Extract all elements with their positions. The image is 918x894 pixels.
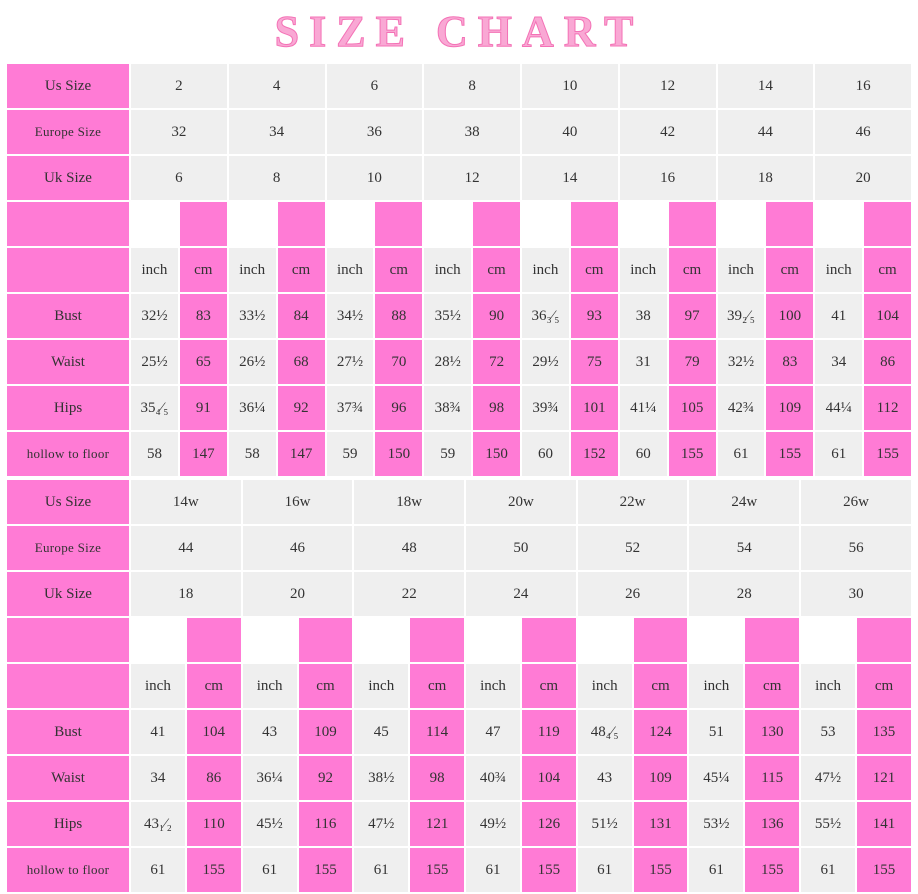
- unit-cell: cm: [765, 247, 814, 293]
- spacer-cell: [800, 617, 856, 663]
- table-cell: 75: [570, 339, 619, 385]
- table-cell: 83: [179, 293, 228, 339]
- table-cell: 92: [298, 755, 354, 801]
- table-cell: 20: [242, 571, 354, 617]
- page-title: SIZE CHART: [274, 7, 644, 56]
- table-cell: 26: [577, 571, 689, 617]
- table-cell: 59: [326, 431, 375, 477]
- unit-cell: inch: [326, 247, 375, 293]
- unit-cell: cm: [521, 663, 577, 709]
- unit-cell: cm: [856, 663, 912, 709]
- table-cell: 24: [465, 571, 577, 617]
- unit-cell: cm: [633, 663, 689, 709]
- table-cell: 27½: [326, 339, 375, 385]
- table-cell: 33½: [228, 293, 277, 339]
- table-spacer-row: [6, 201, 912, 247]
- spacer-cell: [521, 617, 577, 663]
- row-label: Europe Size: [6, 109, 130, 155]
- table-cell: 44: [717, 109, 815, 155]
- table-cell: 44¼: [814, 385, 863, 431]
- table-cell: 41¼: [619, 385, 668, 431]
- spacer-cell: [326, 201, 375, 247]
- table-cell: 40: [521, 109, 619, 155]
- table-cell: 61: [577, 847, 633, 893]
- row-label: [6, 247, 130, 293]
- table-cell: 155: [765, 431, 814, 477]
- table-cell: 16: [814, 63, 912, 109]
- table-cell: 61: [465, 847, 521, 893]
- spacer-cell: [856, 617, 912, 663]
- table-cell: 79: [668, 339, 717, 385]
- table-cell: 60: [521, 431, 570, 477]
- table-cell: 34: [228, 109, 326, 155]
- table-cell: 104: [521, 755, 577, 801]
- unit-cell: inch: [130, 663, 186, 709]
- table-cell: 10: [326, 155, 424, 201]
- row-label: Us Size: [6, 63, 130, 109]
- table-cell: 41: [130, 709, 186, 755]
- table-cell: 22w: [577, 479, 689, 525]
- table-cell: 14: [717, 63, 815, 109]
- table-cell: 56: [800, 525, 912, 571]
- table-cell: 61: [130, 847, 186, 893]
- spacer-cell: [619, 201, 668, 247]
- table-row: [6, 431, 912, 477]
- table-cell: 61: [717, 431, 766, 477]
- table-cell: 61: [800, 847, 856, 893]
- table-cell: 38½: [353, 755, 409, 801]
- spacer-cell: [570, 201, 619, 247]
- row-label: hollow to floor: [6, 431, 130, 477]
- spacer-cell: [242, 617, 298, 663]
- spacer-cell: [130, 201, 179, 247]
- unit-cell: cm: [374, 247, 423, 293]
- table-cell: 92: [277, 385, 326, 431]
- table-cell: 51½: [577, 801, 633, 847]
- table-cell: 28: [688, 571, 800, 617]
- unit-cell: cm: [744, 663, 800, 709]
- table-cell: 4: [228, 63, 326, 109]
- unit-cell: cm: [186, 663, 242, 709]
- unit-cell: inch: [800, 663, 856, 709]
- table-cell: 136: [744, 801, 800, 847]
- table-row: [6, 293, 912, 339]
- table-cell: 58: [130, 431, 179, 477]
- unit-cell: inch: [423, 247, 472, 293]
- table-cell: 141: [856, 801, 912, 847]
- spacer-cell: [765, 201, 814, 247]
- table-cell: 53½: [688, 801, 744, 847]
- table-cell: 30: [800, 571, 912, 617]
- table-cell: 32: [130, 109, 228, 155]
- table-cell: 12: [423, 155, 521, 201]
- table-cell: 116: [298, 801, 354, 847]
- row-label: Hips: [6, 801, 130, 847]
- table-cell: 14w: [130, 479, 242, 525]
- table-cell: 32½: [130, 293, 179, 339]
- table-cell: 65: [179, 339, 228, 385]
- table-cell: 6: [326, 63, 424, 109]
- table-row: [6, 385, 912, 431]
- table-cell: 6: [130, 155, 228, 201]
- table-cell: 155: [409, 847, 465, 893]
- table-cell: 35½: [423, 293, 472, 339]
- unit-cell: cm: [409, 663, 465, 709]
- table-cell: 155: [186, 847, 242, 893]
- table-cell: 50: [465, 525, 577, 571]
- table-cell: 18: [717, 155, 815, 201]
- table-cell: 61: [688, 847, 744, 893]
- spacer-cell: [277, 201, 326, 247]
- table-cell: 45½: [242, 801, 298, 847]
- unit-cell: inch: [688, 663, 744, 709]
- unit-cell: cm: [863, 247, 912, 293]
- spacer-cell: [228, 201, 277, 247]
- table-cell: 101: [570, 385, 619, 431]
- spacer-label: [6, 201, 130, 247]
- table-cell: 84: [277, 293, 326, 339]
- table-cell: 38: [423, 109, 521, 155]
- table-cell: 14: [521, 155, 619, 201]
- table-row: [6, 709, 912, 755]
- table-cell: 97: [668, 293, 717, 339]
- table-cell: 48₄⁄₅: [577, 709, 633, 755]
- table-cell: 39₂⁄₅: [717, 293, 766, 339]
- table-cell: 8: [228, 155, 326, 201]
- table-row: [6, 155, 912, 201]
- table-cell: 147: [179, 431, 228, 477]
- spacer-cell: [668, 201, 717, 247]
- table-cell: 40¾: [465, 755, 521, 801]
- table-cell: 109: [765, 385, 814, 431]
- spacer-cell: [717, 201, 766, 247]
- table-cell: 45: [353, 709, 409, 755]
- table-cell: 34: [814, 339, 863, 385]
- unit-cell: cm: [179, 247, 228, 293]
- table-cell: 109: [633, 755, 689, 801]
- row-label: Uk Size: [6, 571, 130, 617]
- table-cell: 61: [242, 847, 298, 893]
- table-cell: 28½: [423, 339, 472, 385]
- table-cell: 152: [570, 431, 619, 477]
- table-cell: 47: [465, 709, 521, 755]
- table-cell: 44: [130, 525, 242, 571]
- unit-cell: inch: [465, 663, 521, 709]
- spacer-cell: [577, 617, 633, 663]
- spacer-cell: [633, 617, 689, 663]
- table-cell: 61: [353, 847, 409, 893]
- table-cell: 52: [577, 525, 689, 571]
- table-cell: 104: [186, 709, 242, 755]
- table-cell: 100: [765, 293, 814, 339]
- table-cell: 8: [423, 63, 521, 109]
- table-cell: 155: [298, 847, 354, 893]
- table-row: [6, 663, 912, 709]
- table-cell: 43: [577, 755, 633, 801]
- unit-cell: inch: [717, 247, 766, 293]
- table-cell: 60: [619, 431, 668, 477]
- table-cell: 51: [688, 709, 744, 755]
- table-cell: 126: [521, 801, 577, 847]
- unit-cell: cm: [472, 247, 521, 293]
- table-cell: 155: [863, 431, 912, 477]
- table-cell: 36: [326, 109, 424, 155]
- table-cell: 34½: [326, 293, 375, 339]
- table-cell: 150: [374, 431, 423, 477]
- table-cell: 155: [633, 847, 689, 893]
- table-cell: 35₄⁄₅: [130, 385, 179, 431]
- spacer-cell: [186, 617, 242, 663]
- table-cell: 36¼: [228, 385, 277, 431]
- unit-cell: inch: [619, 247, 668, 293]
- table-cell: 20w: [465, 479, 577, 525]
- table-row: [6, 109, 912, 155]
- spacer-cell: [814, 201, 863, 247]
- unit-cell: inch: [577, 663, 633, 709]
- table-cell: 24w: [688, 479, 800, 525]
- table-cell: 42: [619, 109, 717, 155]
- table-cell: 20: [814, 155, 912, 201]
- table-cell: 98: [409, 755, 465, 801]
- table-cell: 86: [186, 755, 242, 801]
- table-cell: 96: [374, 385, 423, 431]
- row-label: Europe Size: [6, 525, 130, 571]
- table-cell: 93: [570, 293, 619, 339]
- table-cell: 83: [765, 339, 814, 385]
- table-cell: 47½: [800, 755, 856, 801]
- table-cell: 119: [521, 709, 577, 755]
- table-cell: 130: [744, 709, 800, 755]
- table-cell: 61: [814, 431, 863, 477]
- table-cell: 115: [744, 755, 800, 801]
- table-row: [6, 801, 912, 847]
- table-cell: 53: [800, 709, 856, 755]
- table-cell: 26w: [800, 479, 912, 525]
- table-cell: 104: [863, 293, 912, 339]
- table-row: [6, 339, 912, 385]
- table-cell: 22: [353, 571, 465, 617]
- table-cell: 32½: [717, 339, 766, 385]
- table-cell: 37¾: [326, 385, 375, 431]
- table-cell: 45¼: [688, 755, 744, 801]
- table-cell: 36₃⁄₅: [521, 293, 570, 339]
- unit-cell: cm: [570, 247, 619, 293]
- spacer-cell: [298, 617, 354, 663]
- table-cell: 25½: [130, 339, 179, 385]
- spacer-cell: [688, 617, 744, 663]
- table-cell: 90: [472, 293, 521, 339]
- table-cell: 29½: [521, 339, 570, 385]
- table-cell: 131: [633, 801, 689, 847]
- unit-cell: inch: [814, 247, 863, 293]
- table-cell: 12: [619, 63, 717, 109]
- unit-cell: inch: [130, 247, 179, 293]
- table-row: [6, 847, 912, 893]
- table-cell: 43: [242, 709, 298, 755]
- table-cell: 58: [228, 431, 277, 477]
- spacer-cell: [130, 617, 186, 663]
- table-cell: 59: [423, 431, 472, 477]
- table-cell: 46: [814, 109, 912, 155]
- table-cell: 91: [179, 385, 228, 431]
- unit-cell: cm: [668, 247, 717, 293]
- table-cell: 18w: [353, 479, 465, 525]
- table-cell: 36¼: [242, 755, 298, 801]
- table-cell: 16w: [242, 479, 354, 525]
- size-chart-container: [0, 7, 918, 878]
- table-cell: 38¾: [423, 385, 472, 431]
- table-cell: 42¾: [717, 385, 766, 431]
- spacer-label: [6, 617, 130, 663]
- table-cell: 55½: [800, 801, 856, 847]
- size-table-plus: [5, 478, 913, 894]
- unit-cell: inch: [353, 663, 409, 709]
- unit-cell: cm: [298, 663, 354, 709]
- table-cell: 155: [521, 847, 577, 893]
- spacer-cell: [744, 617, 800, 663]
- table-cell: 2: [130, 63, 228, 109]
- table-cell: 147: [277, 431, 326, 477]
- table-cell: 39¾: [521, 385, 570, 431]
- row-label: Us Size: [6, 479, 130, 525]
- table-cell: 38: [619, 293, 668, 339]
- table-cell: 43₁⁄₂: [130, 801, 186, 847]
- spacer-cell: [465, 617, 521, 663]
- table-cell: 48: [353, 525, 465, 571]
- table-cell: 98: [472, 385, 521, 431]
- table-row: [6, 247, 912, 293]
- table-cell: 46: [242, 525, 354, 571]
- row-label: Uk Size: [6, 155, 130, 201]
- table-cell: 114: [409, 709, 465, 755]
- table-cell: 34: [130, 755, 186, 801]
- spacer-cell: [863, 201, 912, 247]
- row-label: Waist: [6, 755, 130, 801]
- spacer-cell: [521, 201, 570, 247]
- table-spacer-row: [6, 617, 912, 663]
- table-cell: 155: [856, 847, 912, 893]
- table-cell: 121: [409, 801, 465, 847]
- table-cell: 155: [668, 431, 717, 477]
- table-cell: 18: [130, 571, 242, 617]
- table-cell: 109: [298, 709, 354, 755]
- table-cell: 150: [472, 431, 521, 477]
- table-cell: 105: [668, 385, 717, 431]
- table-cell: 26½: [228, 339, 277, 385]
- table-cell: 68: [277, 339, 326, 385]
- row-label: Waist: [6, 339, 130, 385]
- table-row: [6, 571, 912, 617]
- row-label: [6, 663, 130, 709]
- table-cell: 41: [814, 293, 863, 339]
- spacer-cell: [179, 201, 228, 247]
- spacer-cell: [353, 617, 409, 663]
- unit-cell: inch: [228, 247, 277, 293]
- spacer-cell: [409, 617, 465, 663]
- size-table-standard: [5, 62, 913, 478]
- table-cell: 155: [744, 847, 800, 893]
- spacer-cell: [423, 201, 472, 247]
- unit-cell: inch: [242, 663, 298, 709]
- row-label: Bust: [6, 709, 130, 755]
- table-cell: 124: [633, 709, 689, 755]
- table-cell: 54: [688, 525, 800, 571]
- table-cell: 110: [186, 801, 242, 847]
- table-cell: 135: [856, 709, 912, 755]
- table-row: [6, 525, 912, 571]
- row-label: Hips: [6, 385, 130, 431]
- spacer-cell: [374, 201, 423, 247]
- row-label: Bust: [6, 293, 130, 339]
- table-cell: 72: [472, 339, 521, 385]
- table-row: [6, 63, 912, 109]
- unit-cell: inch: [521, 247, 570, 293]
- table-cell: 88: [374, 293, 423, 339]
- unit-cell: cm: [277, 247, 326, 293]
- table-row: [6, 479, 912, 525]
- table-cell: 121: [856, 755, 912, 801]
- table-cell: 86: [863, 339, 912, 385]
- table-cell: 31: [619, 339, 668, 385]
- table-cell: 112: [863, 385, 912, 431]
- table-cell: 10: [521, 63, 619, 109]
- table-cell: 16: [619, 155, 717, 201]
- spacer-cell: [472, 201, 521, 247]
- table-cell: 70: [374, 339, 423, 385]
- row-label: hollow to floor: [6, 847, 130, 893]
- table-cell: 47½: [353, 801, 409, 847]
- table-row: [6, 755, 912, 801]
- table-cell: 49½: [465, 801, 521, 847]
